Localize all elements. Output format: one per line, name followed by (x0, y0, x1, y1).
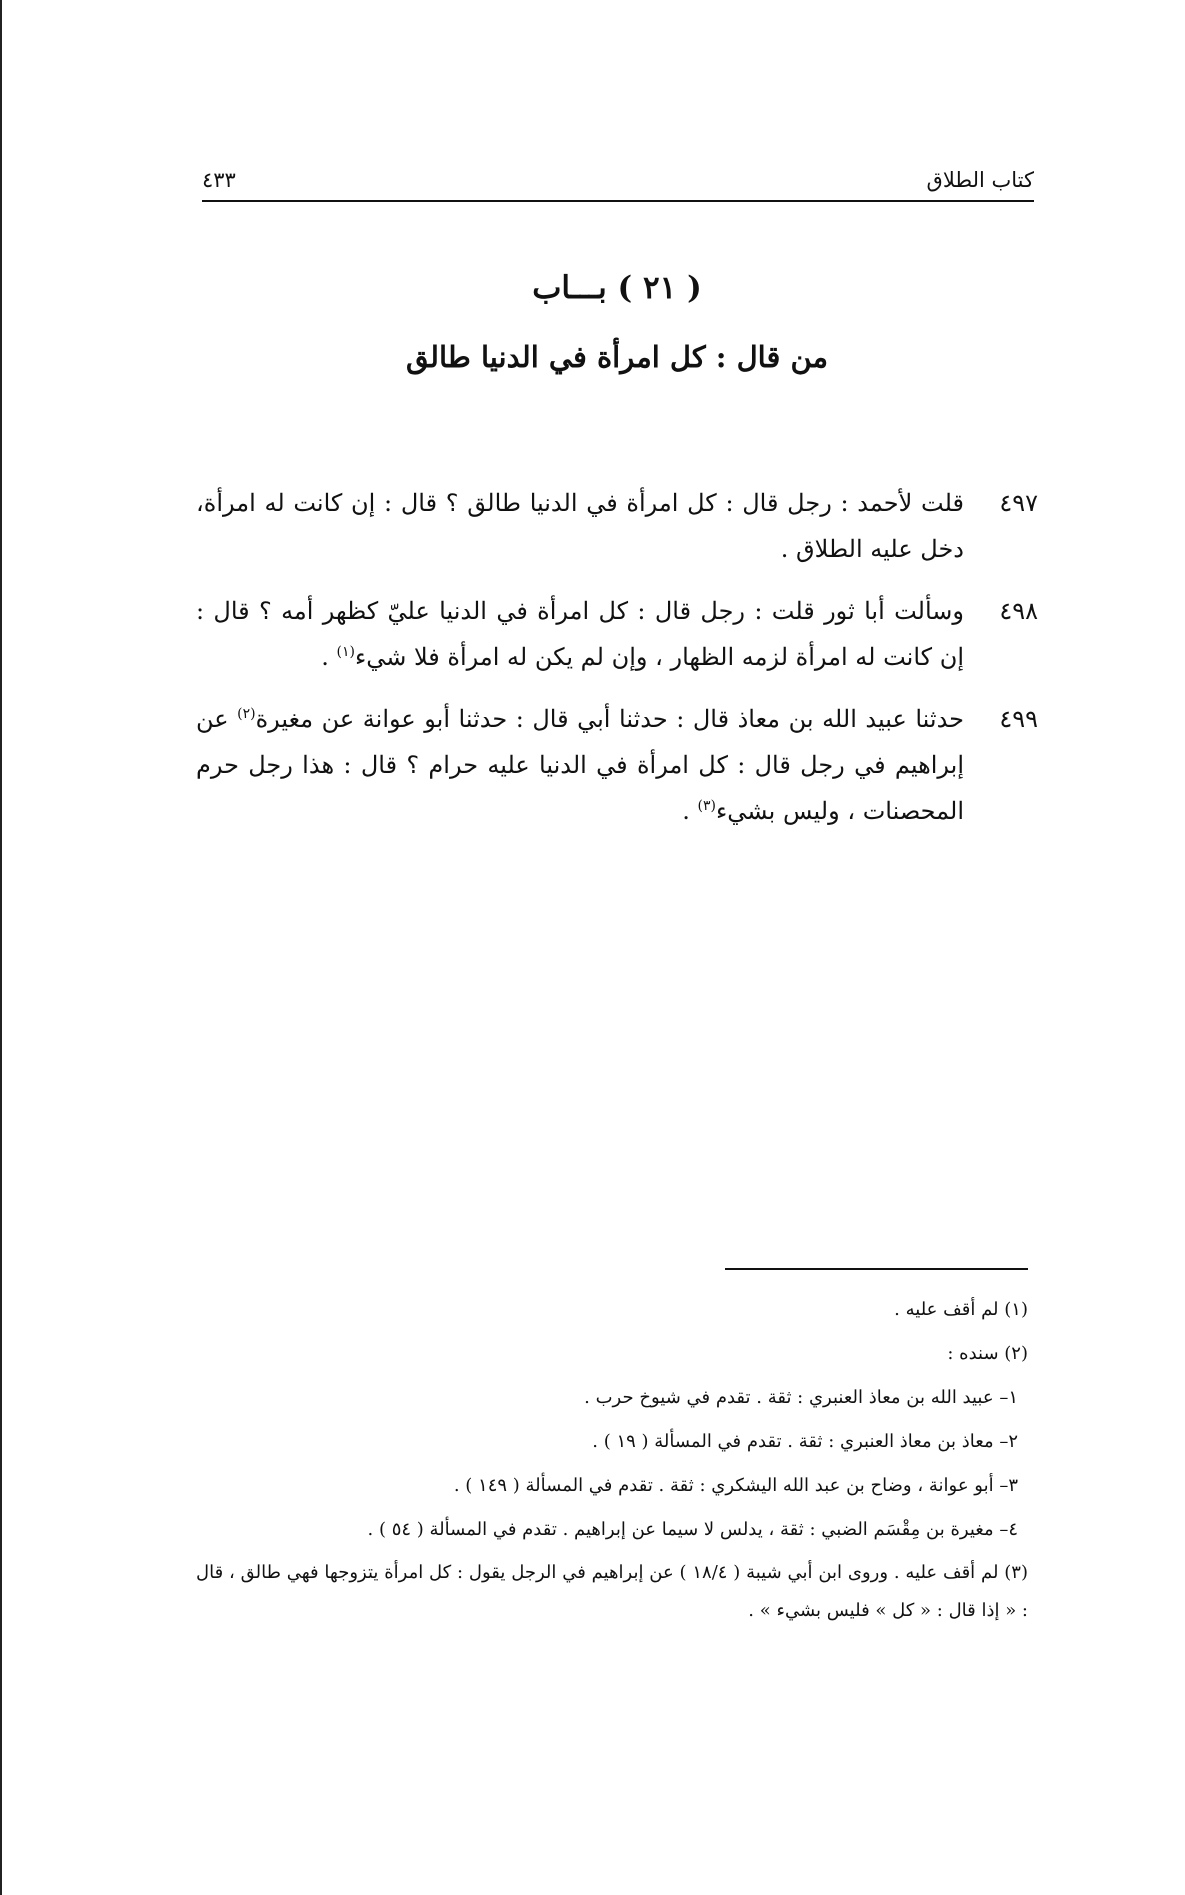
footnote-item: ٣– أبو عوانة ، وضاح بن عبد الله اليشكري : ثقة . تقدم في المسألة ( ١٤٩ ) . (453, 1475, 1018, 1496)
entry-499 (196, 696, 1038, 834)
footnote-item: ١– عبيد الله بن معاذ العنبري : ثقة . تقدم في شيوخ حرب . (584, 1387, 1018, 1408)
footnote: (٣) لم أقف عليه . وروى ابن أبي شيبة ( ١٨/٤ ) عن إبراهيم في الرجل يقول : كل امرأة يتزوجها فهي طالق ، قال : « إذا قال : « كل » فليس بشيء » . (196, 1562, 1028, 1621)
scan-edge-line (0, 0, 2, 1895)
running-header (202, 168, 1034, 200)
book-title: كتاب الطلاق (926, 168, 1034, 192)
entry-text-tail: . (321, 643, 337, 671)
entry-text: عن إبراهيم في رجل قال : كل امرأة في الدنيا عليه حرام ؟ قال : هذا رجل حرم المحصنات ، وليس بشيء (196, 705, 964, 825)
entry-text: حدثنا عبيد الله بن معاذ قال : حدثنا أبي قال : حدثنا أبو عوانة عن مغيرة (255, 705, 965, 733)
footnote-ref[interactable]: (٢) (237, 706, 256, 722)
footnote-rule (725, 1268, 1028, 1270)
entry-text: وسألت أبا ثور قلت : رجل قال : كل امرأة في الدنيا عليّ كظهر أمه ؟ قال : إن كانت له امرأة لزمه الظهار ، وإن لم يكن له امرأة فلا شيء (196, 597, 964, 671)
footnote-ref[interactable]: (٣) (697, 798, 716, 814)
page-number: ٤٣٣ (202, 168, 236, 192)
entry-number: ٤٩٩ (999, 705, 1038, 733)
footnote-ref[interactable]: (١) (336, 644, 355, 660)
entry-497 (196, 480, 1038, 572)
entry-text: قلت لأحمد : رجل قال : كل امرأة في الدنيا طالق ؟ قال : إن كانت له امرأة، دخل عليه الطلاق . (196, 489, 964, 563)
footnote-item: ٢– معاذ بن معاذ العنبري : ثقة . تقدم في المسألة ( ١٩ ) . (592, 1431, 1018, 1452)
entry-498 (196, 588, 1038, 680)
entry-text-tail: . (682, 797, 698, 825)
footnote-item: ٤– مغيرة بن مِقْسَم الضبي : ثقة ، يدلس لا سيما عن إبراهيم . تقدم في المسألة ( ٥٤ ) . (367, 1519, 1018, 1540)
footnote: (١) لم أقف عليه . (894, 1299, 1028, 1320)
footnote: (٢) سنده : (947, 1343, 1028, 1364)
header-rule (202, 200, 1034, 202)
entry-number: ٤٩٧ (999, 489, 1038, 517)
entry-number: ٤٩٨ (999, 597, 1038, 625)
chapter-heading: ( ٢١ ) بـــاب (532, 270, 702, 306)
footnotes (196, 1288, 1028, 1630)
entries-list (196, 480, 1038, 850)
chapter-title: من قال : كل امرأة في الدنيا طالق (405, 340, 829, 374)
